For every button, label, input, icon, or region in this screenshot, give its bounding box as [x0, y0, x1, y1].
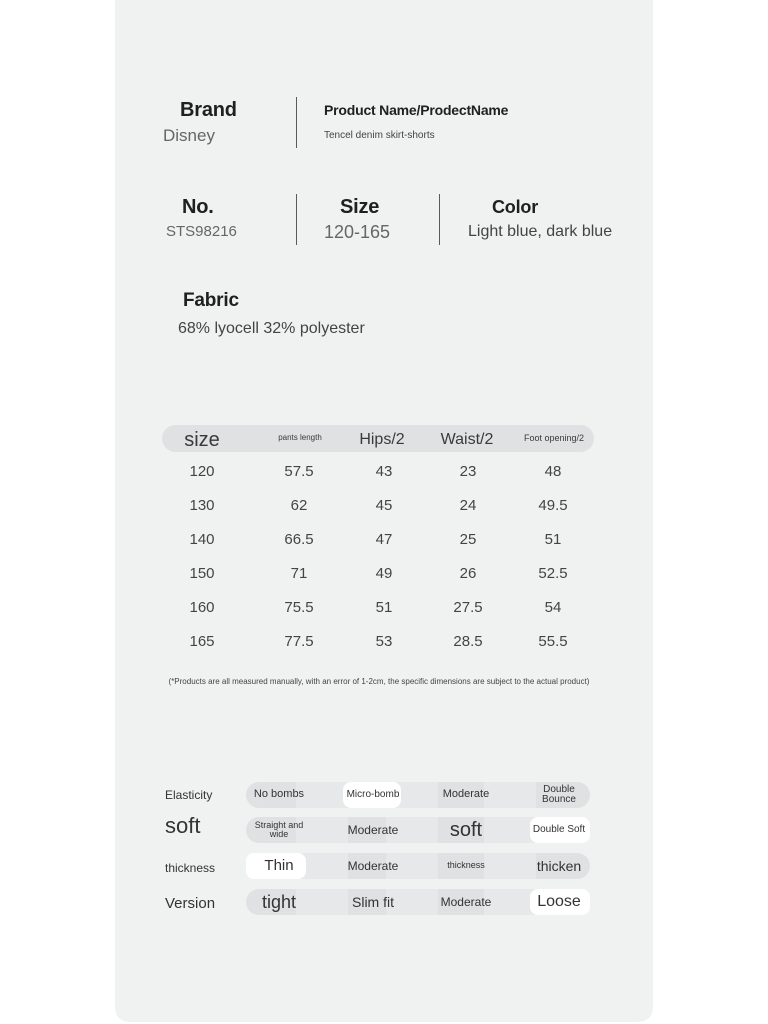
- color-label: Color: [492, 197, 538, 217]
- attribute-label: thickness: [165, 861, 216, 875]
- attribute-scale-bar: [246, 817, 590, 843]
- table-cell: 25: [459, 531, 477, 548]
- brand-label: Brand: [180, 99, 237, 121]
- attribute-scale-bar: [246, 889, 590, 915]
- scale-option: Micro-bomb: [346, 788, 400, 800]
- product-name-label: Product Name/ProdectName: [324, 102, 509, 118]
- scale-option: thickness: [447, 860, 485, 871]
- table-cell: 53: [375, 633, 393, 650]
- attribute-label: Elasticity: [165, 788, 213, 802]
- scale-option: thicken: [536, 857, 582, 874]
- scale-option: No bombs: [253, 788, 305, 801]
- table-cell: 54: [544, 599, 562, 616]
- table-cell: 77.5: [284, 633, 314, 650]
- table-cell: 49: [375, 565, 393, 582]
- attribute-scale-bar: [246, 853, 590, 879]
- no-label: No.: [182, 196, 214, 218]
- table-cell: 26: [459, 565, 477, 582]
- table-cell: 23: [459, 463, 477, 480]
- scale-option: Slim fit: [352, 893, 394, 910]
- table-cell: 49.5: [538, 497, 568, 514]
- attribute-label: soft: [165, 813, 201, 838]
- scale-option: Double Bounce: [542, 783, 576, 805]
- fabric-value: 68% lyocell 32% polyester: [178, 320, 365, 337]
- product-name-value: Tencel denim skirt-shorts: [324, 130, 435, 141]
- table-cell: 48: [544, 463, 562, 480]
- size-table-header-foot-opening: Foot opening/2: [523, 433, 585, 443]
- scale-option: soft: [449, 818, 483, 841]
- no-value: STS98216: [166, 223, 237, 240]
- scale-option: Loose: [537, 892, 581, 910]
- attribute-scale-bar: [246, 782, 590, 808]
- table-cell: 45: [375, 497, 393, 514]
- scale-option: Moderate: [347, 858, 399, 873]
- table-cell: 62: [290, 497, 308, 514]
- measurement-note: (*Products are all measured manually, with an error of 1-2cm, the specific dimensions are subject to the actual product): [168, 677, 590, 686]
- size-table-header-hips: Hips/2: [359, 431, 405, 448]
- table-cell: 24: [459, 497, 477, 514]
- size-label: Size: [340, 196, 380, 218]
- scale-option: Straight and wide: [254, 819, 304, 839]
- scale-option: Thin: [264, 857, 294, 875]
- color-value: Light blue, dark blue: [468, 223, 613, 240]
- scale-option: Moderate: [442, 788, 490, 801]
- table-cell: 120: [189, 463, 215, 480]
- table-cell: 52.5: [538, 565, 568, 582]
- table-cell: 160: [189, 599, 215, 616]
- divider: [296, 97, 297, 148]
- table-cell: 71: [290, 565, 308, 582]
- table-cell: 140: [189, 531, 215, 548]
- scale-option: tight: [261, 891, 297, 912]
- table-cell: 57.5: [284, 463, 314, 480]
- table-cell: 47: [375, 531, 393, 548]
- size-table-header-waist: Waist/2: [440, 431, 494, 448]
- table-cell: 43: [375, 463, 393, 480]
- table-cell: 130: [189, 497, 215, 514]
- table-cell: 28.5: [453, 633, 483, 650]
- divider: [296, 194, 297, 245]
- table-cell: 27.5: [453, 599, 483, 616]
- table-cell: 51: [544, 531, 562, 548]
- size-table-header-pants-length: pants length: [278, 433, 322, 442]
- table-cell: 150: [189, 565, 215, 582]
- scale-option: Moderate: [440, 894, 492, 909]
- table-cell: 55.5: [538, 633, 568, 650]
- size-value: 120-165: [324, 222, 391, 242]
- attribute-label: Version: [165, 895, 216, 912]
- table-cell: 75.5: [284, 599, 314, 616]
- scale-option: Moderate: [347, 822, 399, 837]
- divider: [439, 194, 440, 245]
- table-cell: 66.5: [284, 531, 314, 548]
- size-table-header-size: size: [184, 429, 220, 451]
- table-cell: 165: [189, 633, 215, 650]
- table-cell: 51: [375, 599, 393, 616]
- scale-option: Double Soft: [532, 823, 586, 835]
- brand-value: Disney: [163, 126, 215, 145]
- fabric-label: Fabric: [183, 290, 239, 311]
